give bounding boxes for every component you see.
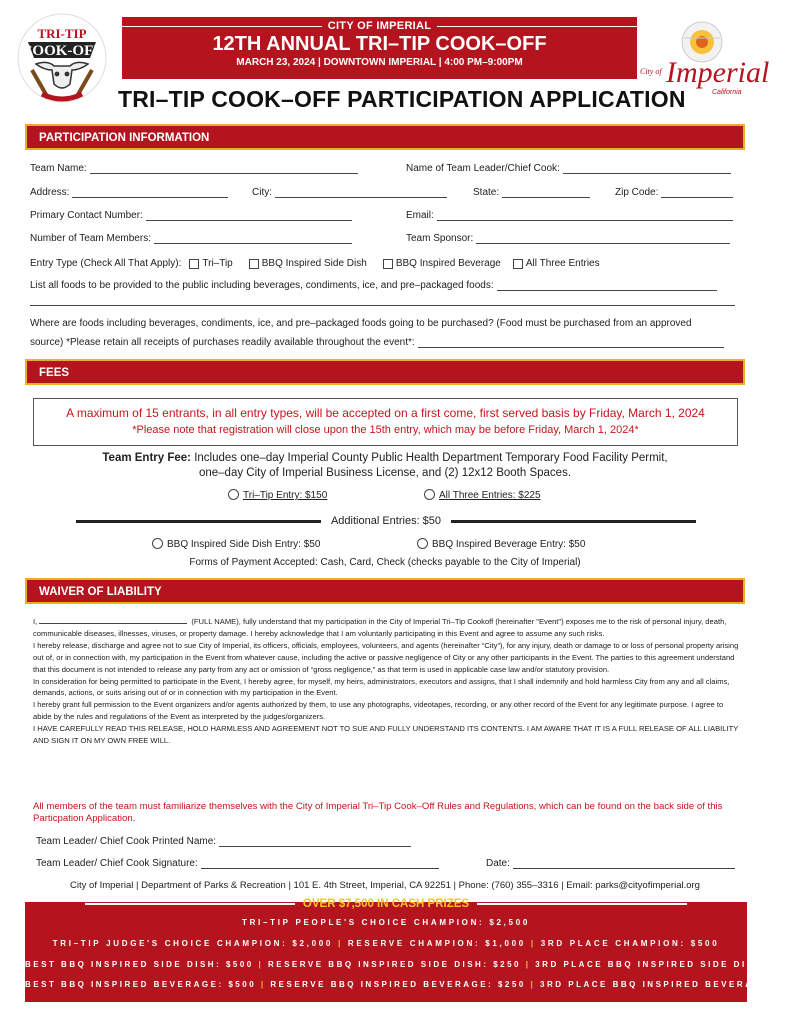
notice-line1: A maximum of 15 entrants, in all entry types, will be accepted on a first come, first served basis by Friday, March 1, 2024 bbox=[66, 406, 705, 420]
waiver-paragraph-2: I hereby release, discharge and agree not to sue City of Imperial, its officers, officials, employees, volunteers, and agents (hereinafter “City”), for any injury, death or damage to or loss of personal property arising out of, or in connection with, my participation in the Event from whatever cause, including the active or passive negligence of City or any other participants in the Event. The parties to this agreement understand that this document is not intended to release any party from any act or omission of “gross negligence,” as that term is used in applicable case law and/or statutory provision. bbox=[33, 640, 739, 674]
section-participation: PARTICIPATION INFORMATION bbox=[25, 124, 745, 150]
prize-title: OVER $7,500 IN CASH PRIZES bbox=[302, 898, 470, 910]
section-waiver: WAIVER OF LIABILITY bbox=[25, 578, 745, 604]
registration-notice bbox=[33, 398, 738, 446]
team-sponsor-line[interactable] bbox=[476, 234, 730, 244]
primary-contact-line[interactable] bbox=[146, 211, 352, 221]
waiver-paragraph-3: In consideration for being permitted to participate in the Event, I hereby agree, for myself, my heirs, administrators, executors and assigns, that I shall indemnify and hold harmless City from any and all claims, demands, actions, or suits arising out of or in connection with my participation in the Event. bbox=[33, 676, 730, 698]
prize-title-row bbox=[25, 898, 747, 910]
additional-rule-right bbox=[451, 520, 696, 523]
logo-line1: TRI-TIP bbox=[37, 26, 87, 41]
state-line[interactable] bbox=[502, 188, 590, 198]
radio-side-dish-entry[interactable] bbox=[152, 538, 163, 549]
option-all-three-label: All Three Entries: $225 bbox=[439, 490, 541, 501]
email-label: Email: bbox=[406, 210, 434, 221]
email-line[interactable] bbox=[437, 211, 733, 221]
waiver-p1-text: (FULL NAME), fully understand that my participation in the City of Imperial Tri–Tip Cookoff (hereinafter "Event") exposes me to the risk of personal injury, death, communicable diseases, illnesses, viruses, or property damage. I hereby acknowledge that I am voluntarily participating in this Event and agree to assume any such risks. bbox=[33, 617, 727, 638]
primary-contact-label: Primary Contact Number: bbox=[30, 210, 143, 221]
prize-separator: | bbox=[530, 980, 536, 989]
foods-list-label: List all foods to be provided to the public including beverages, condiments, ice, and pre–packaged foods: bbox=[30, 280, 494, 291]
prize-best-beverage: BEST BBQ INSPIRED BEVERAGE: $500 bbox=[25, 980, 257, 989]
date-line[interactable] bbox=[513, 859, 735, 869]
address-line[interactable] bbox=[72, 188, 228, 198]
checkbox-tritip[interactable] bbox=[189, 259, 199, 269]
option-tritip-label: Tri–Tip Entry: $150 bbox=[243, 490, 328, 501]
radio-beverage-entry[interactable] bbox=[417, 538, 428, 549]
checkbox-beverage[interactable] bbox=[383, 259, 393, 269]
team-members-line[interactable] bbox=[154, 234, 352, 244]
radio-all-three-entry[interactable] bbox=[424, 489, 435, 500]
team-members-label: Number of Team Members: bbox=[30, 233, 151, 244]
prize-separator: | bbox=[260, 980, 266, 989]
team-fee-line1 bbox=[0, 452, 770, 464]
team-fee-text2: one–day City of Imperial Business License, and (2) 12x12 Booth Spaces. bbox=[198, 467, 572, 479]
notice-line2: *Please note that registration will close upon the 15th entry, which may be before Friday, March 1, 2024* bbox=[132, 424, 639, 436]
primary-contact-field[interactable] bbox=[30, 210, 352, 221]
prize-separator: | bbox=[338, 939, 343, 948]
entry-option-all-three: All Three Entries bbox=[525, 258, 600, 269]
email-field[interactable] bbox=[406, 210, 733, 221]
payment-forms: Forms of Payment Accepted: Cash, Card, Check (checks payable to the City of Imperial) bbox=[189, 557, 581, 568]
prize-reserve-side-dish: RESERVE BBQ INSPIRED SIDE DISH: $250 bbox=[267, 960, 521, 969]
entry-type-label: Entry Type (Check All That Apply): bbox=[30, 258, 182, 269]
address-field[interactable] bbox=[30, 187, 228, 198]
city-field[interactable] bbox=[252, 187, 447, 198]
team-members-field[interactable] bbox=[30, 233, 352, 244]
option-beverage-label: BBQ Inspired Beverage Entry: $50 bbox=[432, 539, 586, 550]
additional-rule-left bbox=[76, 520, 321, 523]
prize-row-4 bbox=[25, 980, 808, 989]
event-banner bbox=[122, 17, 637, 79]
city-label-field: City: bbox=[252, 187, 272, 198]
city-line[interactable] bbox=[275, 188, 447, 198]
prize-3rd-beverage: 3RD PLACE BBQ INSPIRED BEVERAGE: $100 bbox=[540, 980, 808, 989]
state-field[interactable] bbox=[473, 187, 590, 198]
leader-name-label: Name of Team Leader/Chief Cook: bbox=[406, 163, 560, 174]
prize-separator: | bbox=[525, 960, 531, 969]
date-label: Date: bbox=[486, 858, 510, 869]
logo-line2: COOK-OFF bbox=[21, 43, 103, 59]
waiver-full-name-line[interactable] bbox=[39, 616, 187, 624]
prize-panel bbox=[25, 898, 808, 1002]
prize-row-2 bbox=[25, 939, 747, 948]
waiver-paragraph-4: I hereby grant full permission to the Event organizers and/or agents authorized by them, to use any photographs, videotapes, recording, or any other record of the Event for any legitimate purpose. I agree to abide by the rules and regulations of the Event as interpreted by the judges/organizers. bbox=[33, 700, 724, 722]
checkbox-all-three[interactable] bbox=[513, 259, 523, 269]
foods-list-field[interactable] bbox=[30, 280, 717, 291]
entry-option-side-dish: BBQ Inspired Side Dish bbox=[261, 258, 367, 269]
waiver-paragraph-1 bbox=[33, 616, 743, 640]
team-name-label: Team Name: bbox=[30, 163, 87, 174]
contact-info: City of Imperial | Department of Parks & Recreation | 101 E. 4th Street, Imperial, CA 92251 | Phone: (760) 355–3316 | Email: parks@cityofimperial.org bbox=[70, 880, 700, 891]
checkbox-side-dish[interactable] bbox=[249, 259, 259, 269]
waiver-text bbox=[33, 616, 743, 747]
city-label: CITY OF IMPERIAL bbox=[327, 20, 432, 32]
prize-3rd-side-dish: 3RD PLACE BBQ INSPIRED SIDE DISH : $100 bbox=[535, 960, 806, 969]
zip-line[interactable] bbox=[661, 188, 733, 198]
event-subtitle: MARCH 23, 2024 | DOWNTOWN IMPERIAL | 4:00 PM–9:00PM bbox=[236, 57, 523, 68]
page-title: TRI–TIP COOK–OFF PARTICIPATION APPLICATION bbox=[118, 86, 686, 112]
waiver-p1-prefix: I, bbox=[33, 617, 40, 626]
date-field[interactable] bbox=[486, 858, 735, 869]
leader-name-field[interactable] bbox=[406, 163, 731, 174]
section-fees: FEES bbox=[25, 359, 745, 385]
prize-separator: | bbox=[258, 960, 264, 969]
printed-name-field[interactable] bbox=[36, 836, 411, 847]
zip-label: Zip Code: bbox=[615, 187, 659, 198]
entry-type-row bbox=[30, 258, 600, 269]
prize-rule-right bbox=[477, 903, 687, 905]
printed-name-label: Team Leader/ Chief Cook Printed Name: bbox=[36, 836, 217, 847]
purchase-question-field[interactable] bbox=[30, 337, 724, 348]
signature-line[interactable] bbox=[201, 859, 439, 869]
state-label: State: bbox=[473, 187, 500, 198]
logo-city-of: City of bbox=[640, 67, 662, 76]
printed-name-line[interactable] bbox=[219, 837, 411, 847]
city-label-row bbox=[122, 20, 637, 32]
tri-tip-cook-off-logo bbox=[14, 8, 110, 104]
prize-row-3 bbox=[25, 960, 806, 969]
option-side-dish-entry[interactable] bbox=[152, 538, 320, 550]
team-sponsor-field[interactable] bbox=[406, 233, 730, 244]
purchase-line[interactable] bbox=[418, 338, 724, 348]
team-sponsor-label: Team Sponsor: bbox=[406, 233, 474, 244]
prize-3rd-place-champion: 3RD PLACE CHAMPION: $500 bbox=[540, 939, 720, 948]
purchase-question-line1 bbox=[30, 318, 692, 329]
team-name-field[interactable] bbox=[30, 163, 358, 174]
radio-tritip-entry[interactable] bbox=[228, 489, 239, 500]
additional-entries-row bbox=[76, 515, 696, 527]
address-label: Address: bbox=[30, 187, 70, 198]
prize-separator: | bbox=[530, 939, 536, 948]
team-name-line[interactable] bbox=[90, 164, 358, 174]
entry-option-tritip: Tri–Tip bbox=[202, 258, 233, 269]
banner-rule-left bbox=[122, 26, 322, 27]
banner-rule-right bbox=[437, 26, 637, 27]
foods-list-line[interactable] bbox=[497, 281, 717, 291]
leader-name-line[interactable] bbox=[563, 164, 731, 174]
logo-california: California bbox=[712, 89, 742, 96]
option-all-three-entry[interactable] bbox=[424, 489, 541, 501]
team-fee-text1: Includes one–day Imperial County Public Health Department Temporary Food Facility Permit, bbox=[194, 452, 668, 464]
signature-label: Team Leader/ Chief Cook Signature: bbox=[36, 858, 198, 869]
waiver-paragraph-5: I HAVE CAREFULLY READ THIS RELEASE, HOLD HARMLESS AND AGREEMENT NOT TO SUE AND FULLY UNDERSTAND ITS CONTENTS. I AM AWARE THAT IT IS A FULL RELEASE OF ALL LIABILITY AND SIGN IT ON MY OWN FREE WILL. bbox=[33, 724, 739, 746]
prize-reserve-beverage: RESERVE BBQ INSPIRED BEVERAGE: $250 bbox=[270, 980, 526, 989]
option-tritip-entry[interactable] bbox=[228, 489, 327, 501]
logo-imperial: Imperial bbox=[666, 56, 770, 89]
prize-best-side-dish: BEST BBQ INSPIRED SIDE DISH: $500 bbox=[25, 960, 254, 969]
entry-option-beverage: BBQ Inspired Beverage bbox=[395, 258, 501, 269]
prize-row-1: TRI–TIP PEOPLE'S CHOICE CHAMPION: $2,500 bbox=[241, 918, 531, 927]
signature-field[interactable] bbox=[36, 858, 439, 869]
option-beverage-entry[interactable] bbox=[417, 538, 585, 550]
purchase-question-text2: source) *Please retain all receipts of purchases readily available throughout the event*: bbox=[30, 337, 415, 348]
prize-reserve-champion: RESERVE CHAMPION: $1,000 bbox=[347, 939, 526, 948]
rules-note: All members of the team must familiarize themselves with the City of Imperial Tri–Tip Cook–Off Rules and Regulations, which can be found on the back side of this Particpation Application. bbox=[33, 801, 723, 824]
prize-rule-left bbox=[85, 903, 295, 905]
event-title: 12TH ANNUAL TRI–TIP COOK–OFF bbox=[212, 33, 547, 55]
zip-field[interactable] bbox=[615, 187, 733, 198]
foods-list-line-2[interactable] bbox=[30, 305, 735, 306]
team-fee-label: Team Entry Fee: bbox=[102, 452, 191, 464]
option-side-dish-label: BBQ Inspired Side Dish Entry: $50 bbox=[167, 539, 321, 550]
additional-entries-label: Additional Entries: $50 bbox=[330, 515, 442, 527]
prize-judges-choice: TRI–TIP JUDGE'S CHOICE CHAMPION: $2,000 bbox=[52, 939, 334, 948]
purchase-question-text1: Where are foods including beverages, condiments, ice, and pre–packaged foods going to be purchased? (Food must be purchased from an approved bbox=[30, 318, 692, 329]
